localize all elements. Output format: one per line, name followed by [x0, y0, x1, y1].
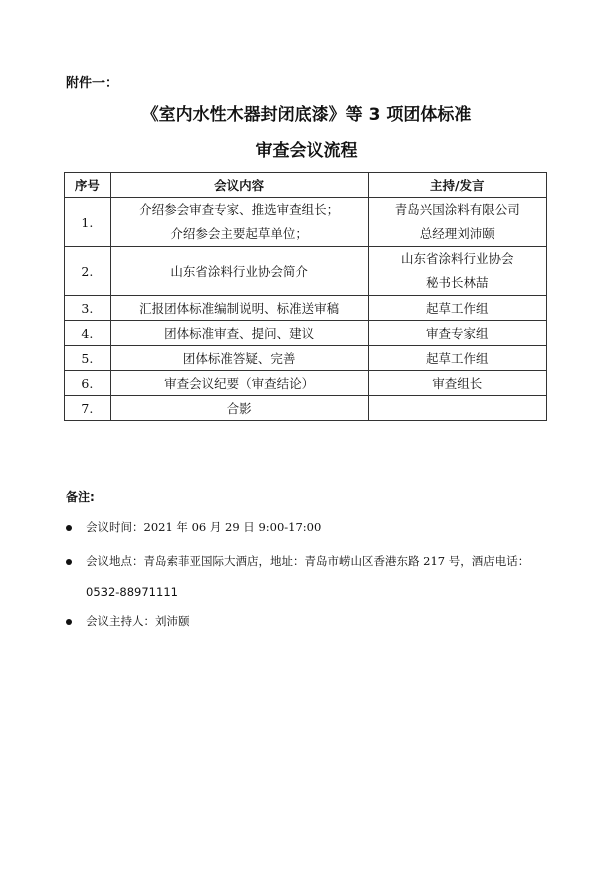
row-speaker: 审查组长 [368, 371, 547, 396]
table-header-row [65, 173, 547, 198]
table-row [65, 396, 547, 421]
attachment-label: 附件一： [66, 76, 119, 91]
bullet-icon [66, 525, 72, 531]
content-line: 介绍参会审查专家、推选审查组长； [139, 202, 340, 217]
speaker-line: 山东省涂料行业协会 [400, 251, 514, 266]
note-time [66, 519, 321, 535]
table-row [65, 247, 547, 296]
speaker-line: 秘书长林喆 [425, 275, 489, 290]
table-row [65, 321, 547, 346]
note-time-text: 会议时间：2021 年 06 月 29 日 9:00-17:00 [86, 520, 322, 534]
bullet-icon [66, 559, 72, 565]
row-content: 汇报团体标准编制说明、标准送审稿 [110, 296, 368, 321]
note-host-text: 会议主持人：刘沛颐 [86, 614, 190, 628]
speaker-line: 青岛兴国涂料有限公司 [394, 202, 520, 217]
page-title: 《室内水性木器封闭底漆》等 3 项团体标准 [141, 105, 472, 125]
row-content: 山东省涂料行业协会简介 [110, 247, 368, 296]
row-no: 6. [65, 371, 111, 396]
table-row [65, 371, 547, 396]
row-speaker: 审查专家组 [368, 321, 547, 346]
notes-title: 备注: [66, 490, 95, 504]
table-row [65, 296, 547, 321]
row-speaker: 起草工作组 [368, 346, 547, 371]
row-no: 1. [65, 198, 111, 247]
note-host [66, 613, 190, 629]
note-place-text: 会议地点：青岛索菲亚国际大酒店，地址：青岛市崂山区香港东路 217 号，酒店电话： [86, 554, 530, 568]
row-speaker: 起草工作组 [368, 296, 547, 321]
table-row [65, 198, 547, 247]
row-no: 5. [65, 346, 111, 371]
row-content: 审查会议纪要（审查结论） [110, 371, 368, 396]
row-speaker [368, 396, 547, 421]
row-content: 团体标准答疑、完善 [110, 346, 368, 371]
row-no: 2. [65, 247, 111, 296]
row-no: 4. [65, 321, 111, 346]
content-line: 介绍参会主要起草单位； [170, 226, 308, 241]
row-no: 3. [65, 296, 111, 321]
speaker-line: 总经理刘沛颐 [419, 226, 495, 241]
header-content: 会议内容 [110, 173, 368, 198]
row-no: 7. [65, 396, 111, 421]
row-speaker [368, 247, 547, 296]
bullet-icon [66, 619, 72, 625]
row-content: 合影 [110, 396, 368, 421]
note-place-phone: 0532-88971111 [86, 585, 178, 599]
row-speaker [368, 198, 547, 247]
header-no: 序号 [65, 173, 111, 198]
meeting-flow-table [64, 172, 547, 421]
row-content [110, 198, 368, 247]
header-speaker: 主持/发言 [368, 173, 547, 198]
table-row [65, 346, 547, 371]
page-subtitle: 审查会议流程 [255, 141, 358, 161]
note-place [66, 553, 529, 569]
row-content: 团体标准审查、提问、建议 [110, 321, 368, 346]
